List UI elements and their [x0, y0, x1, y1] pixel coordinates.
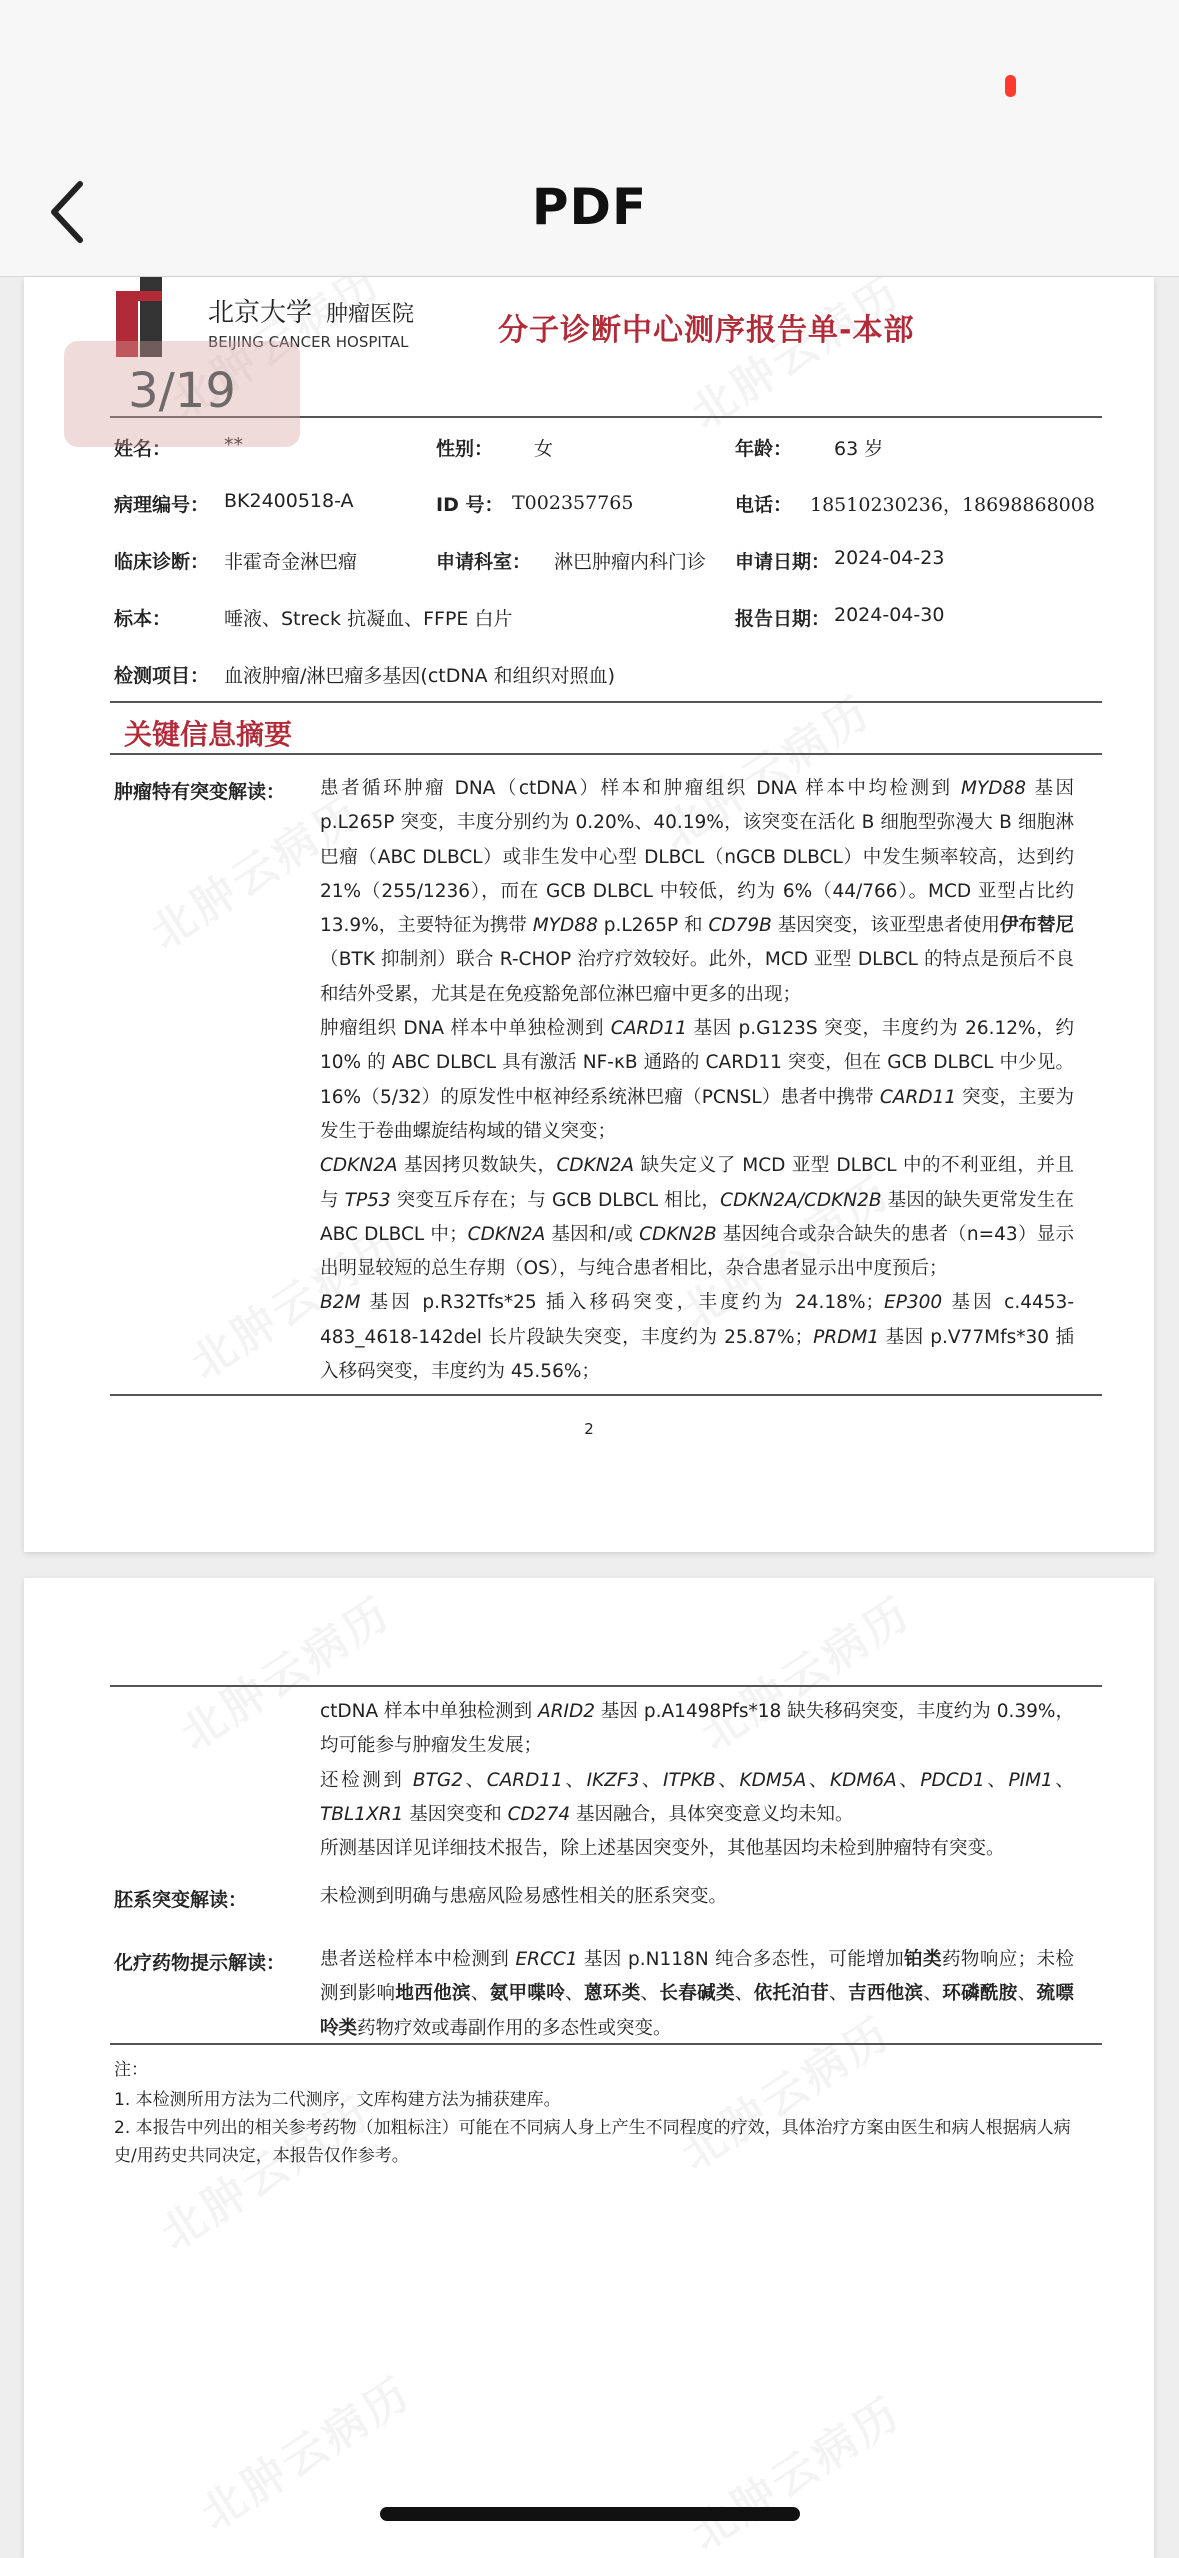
watermark	[676, 2378, 912, 2558]
report-date-value: 2024-04-30	[834, 604, 945, 626]
notes-title: 注：	[114, 2060, 148, 2080]
project-value: 血液肿瘤/淋巴瘤多基因(ctDNA 和组织对照血)	[224, 665, 616, 687]
id-label: ID 号：	[436, 494, 504, 516]
dept-label: 申请科室：	[436, 551, 532, 573]
page-indicator	[64, 341, 300, 447]
apply-date-label: 申请日期：	[735, 551, 831, 573]
tumor-mutation-text-continued: ctDNA 样本中单独检测到 ARID2 基因 p.A1498Pfs*18 缺失移码突变，丰度约为 0.39%，均可能参与肿瘤发生发展； 还检测到 BTG2、CARD11、IKZF3、ITPKB、KDM5A、KDM6A、PDCD1、PIM1、TBL1XR1 基因突变和 CD274 基因融合，具体突变意义均未知。 所测基因详见详细技术报告，除上述基因突变外，其他基因均未检到肿瘤特有突变。	[320, 1701, 1074, 1860]
divider	[110, 1394, 1102, 1396]
tumor-mutation-label: 肿瘤特有突变解读：	[114, 781, 286, 803]
chemo-text: 患者送检样本中检测到 ERCC1 基因 p.N118N 纯合多态性，可能增加铂类药物响应；未检测到影响地西他滨、氨甲喋呤、蒽环类、长春碱类、依托泊苷、吉西他滨、环磷酰胺、巯嘌呤类药物疗效或毒副作用的多态性或突变。	[320, 1949, 1074, 2039]
apply-date-value: 2024-04-23	[834, 547, 945, 569]
phone-value: 18510230236，18698868008	[810, 494, 1095, 516]
germline-text: 未检测到明确与患癌风险易感性相关的胚系突变。	[320, 1886, 728, 1907]
specimen-value: 唾液、Streck 抗凝血、FFPE 白片	[224, 608, 513, 630]
divider	[110, 753, 1102, 755]
pathology-label: 病理编号：	[114, 494, 210, 516]
section-heading: 关键信息摘要	[124, 718, 293, 751]
svg-text:肿瘤医院: 肿瘤医院	[326, 302, 415, 327]
divider	[110, 701, 1102, 703]
specimen-label: 标本：	[114, 608, 172, 630]
page-indicator-text: 3/19	[128, 363, 236, 419]
report-title: 分子诊断中心测序报告单-本部	[498, 313, 915, 348]
divider	[110, 2043, 1102, 2045]
divider	[110, 1685, 1102, 1687]
pathology-value: BK2400518-A	[224, 490, 354, 512]
pdf-page-2[interactable]	[24, 277, 1154, 1552]
status-bar	[0, 0, 1179, 150]
tumor-mutation-text: 患者循环肿瘤 DNA（ctDNA）样本和肿瘤组织 DNA 样本中均检测到 MYD88 基因 p.L265P 突变，丰度分别约为 0.20%、40.19%，该突变在活化 B 细胞型弥漫大 B 细胞淋巴瘤（ABC DLBCL）或非生发中心型 DLBCL（nGCB DLBCL）中发生频率较高，达到约 21%（255/1236），而在 GCB DLBCL 中较低，约为 6%（44/766）。MCD 亚型占比约 13.9%，主要特征为携带 MYD88 p.L265P 和 CD79B 基因突变，该亚型患者使用伊布替尼（BTK 抑制剂）联合 R-CHOP 治疗疗效较好。此外，MCD 亚型 DLBCL 的特点是预后不良和结外受累，尤其是在免疫豁免部位淋巴瘤中更多的出现； 肿瘤组织 DNA 样本中单独检测到 CARD11 基因 p.G123S 突变，丰度约为 26.12%，约 10% 的 ABC DLBCL 具有激活 NF-κB 通路的 CARD11 突变，但在 GCB DLBCL 中少见。16%（5/32）的原发性中枢神经系统淋巴瘤（PCNSL）患者中携带 CARD11 突变，主要为发生于卷曲螺旋结构域的错义突变； CDKN2A 基因拷贝数缺失，CDKN2A 缺失定义了 MCD 亚型 DLBCL 中的不利亚组，并且与 TP53 突变互斥存在；与 GCB DLBCL 相比，CDKN2A/CDKN2B 基因的缺失更常发生在 ABC DLBCL 中；CDKN2A 基因和/或 CDKN2B 基因纯合或杂合缺失的患者（n=43）显示出明显较短的总生存期（OS），与纯合患者相比，杂合患者显示出中度预后； B2M 基因 p.R32Tfs*25 插入移码突变，丰度约为 24.18%；EP300 基因 c.4453-483_4618-142del 长片段缺失突变，丰度约为 25.87%；PRDM1 基因 p.V77Mfs*30 插入移码突变，丰度约为 45.56%；	[320, 778, 1075, 1383]
name-value: **	[224, 434, 243, 456]
dept-value: 淋巴肿瘤内科门诊	[554, 551, 707, 573]
diagnosis-label: 临床诊断：	[114, 551, 210, 573]
id-value: T002357765	[512, 492, 634, 514]
pdf-page-3[interactable]	[24, 1578, 1154, 2558]
phone-label: 电话：	[735, 494, 793, 516]
note-item: 2. 本报告中列出的相关参考药物（加粗标注）可能在不同病人身上产生不同程度的疗效，具体治疗方案由医生和病人根据病人病	[114, 2118, 1071, 2138]
page-title: PDF	[531, 178, 648, 236]
note-item: 1. 本检测所用方法为二代测序，文库构建方法为捕获建库。	[114, 2090, 561, 2110]
chemo-label: 化疗药物提示解读：	[114, 1952, 286, 1974]
svg-text:北京大学: 北京大学	[208, 298, 313, 328]
germline-label: 胚系突变解读：	[114, 1889, 248, 1911]
project-label: 检测项目：	[114, 665, 210, 687]
report-date-label: 报告日期：	[735, 608, 831, 630]
gender-value: 女	[534, 438, 554, 460]
page-number: 2	[584, 1420, 594, 1438]
note-item: 史/用药史共同决定，本报告仅作参考。	[114, 2146, 409, 2166]
name-label: 姓名：	[114, 438, 172, 460]
diagnosis-value: 非霍奇金淋巴瘤	[224, 551, 358, 573]
age-value: 63 岁	[834, 438, 884, 460]
recording-indicator-icon	[1005, 75, 1016, 97]
age-label: 年龄：	[735, 438, 793, 460]
home-indicator[interactable]	[380, 2507, 800, 2521]
gender-label: 性别：	[436, 438, 494, 460]
nav-bar	[0, 150, 1179, 277]
svg-text:BEIJING CANCER HOSPITAL: BEIJING CANCER HOSPITAL	[208, 333, 409, 351]
